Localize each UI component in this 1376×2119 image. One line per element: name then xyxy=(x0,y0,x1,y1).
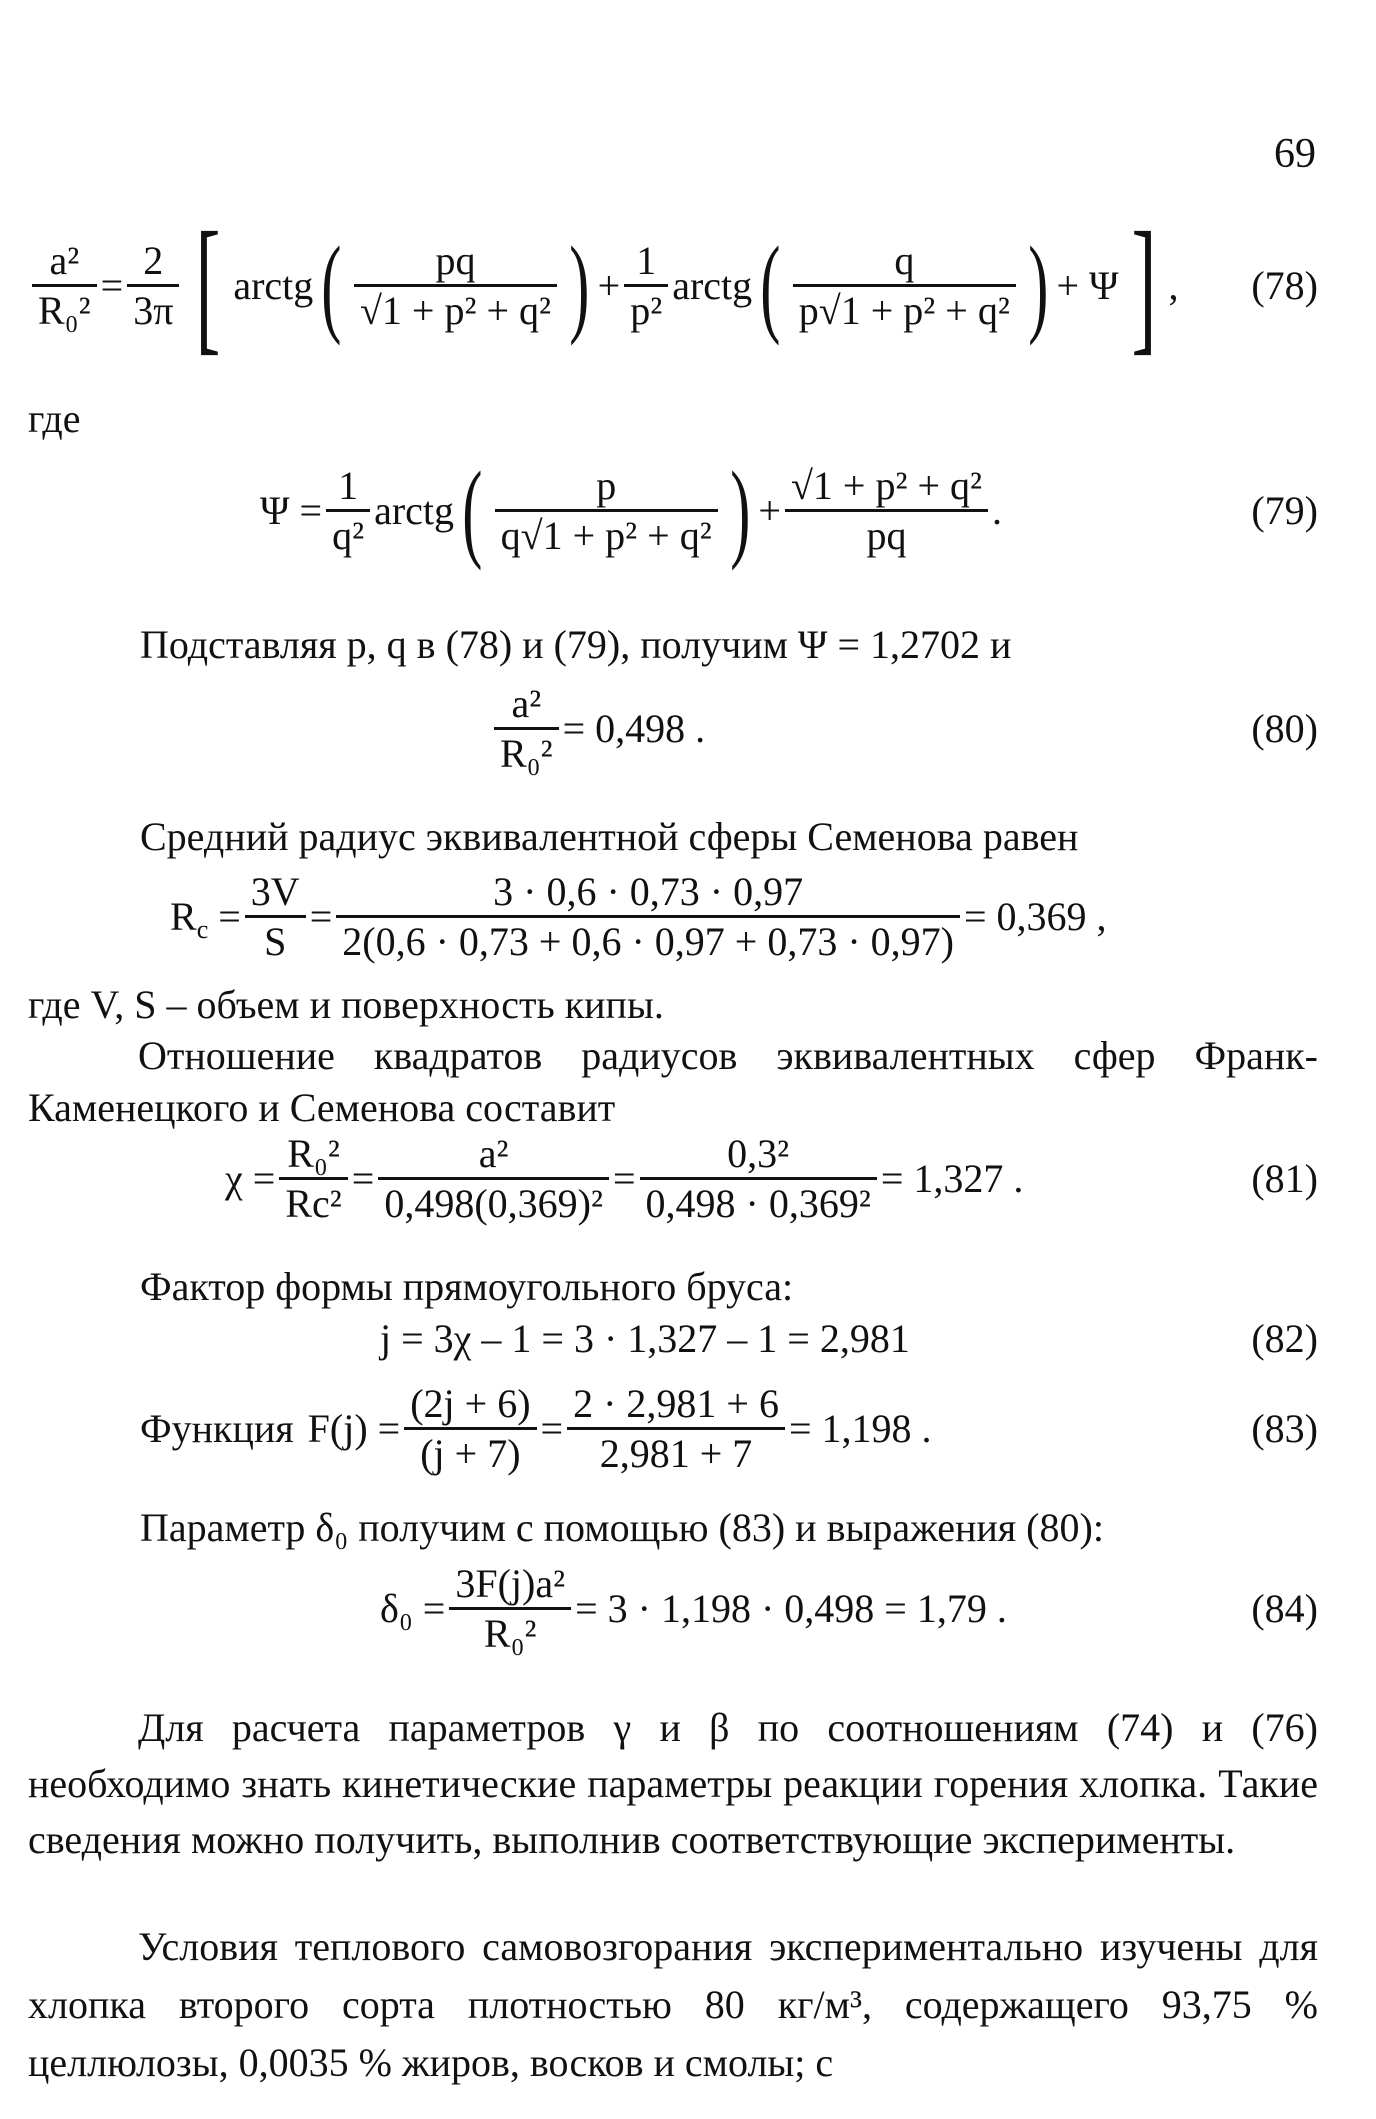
equation-number-78: (78) xyxy=(1251,262,1318,308)
eq80-denominator: R₀² xyxy=(500,731,553,776)
arctg-label: arctg xyxy=(672,262,753,308)
eq83-f1-numerator: (2j + 6) xyxy=(404,1380,536,1430)
eq79-coef-fraction xyxy=(326,462,370,559)
rc-f1-denominator: S xyxy=(264,919,287,964)
eq81-fraction-3 xyxy=(640,1130,877,1227)
eq79-term-numerator: p xyxy=(495,462,718,512)
equals-sign: = xyxy=(612,1156,636,1201)
eq83-fraction-2 xyxy=(567,1380,785,1477)
equation-82 xyxy=(380,1315,1318,1362)
eq78-psi-term: + Ψ xyxy=(1056,262,1119,308)
rc-fraction-1 xyxy=(245,868,306,965)
eq81-f1-numerator: R₀² xyxy=(279,1130,347,1180)
equation-number-81: (81) xyxy=(1251,1156,1318,1201)
equation-81 xyxy=(225,1130,1318,1227)
eq78-term1-fraction xyxy=(354,237,557,334)
arctg-label: arctg xyxy=(233,262,314,308)
eq78-coef-numerator: 2 xyxy=(127,237,179,287)
eq84-fraction xyxy=(449,1560,571,1657)
eq78-lhs-fraction xyxy=(32,237,97,334)
equation-79 xyxy=(260,449,1318,571)
right-paren: ) xyxy=(569,224,590,346)
eq80-fraction xyxy=(494,680,559,777)
equation-rc xyxy=(170,868,1318,965)
rc-f2-denominator: 2(0,6 · 0,73 + 0,6 · 0,97 + 0,73 · 0,97) xyxy=(342,919,954,964)
eq78-term1-numerator: pq xyxy=(354,237,557,287)
eq83-f1-denominator: (j + 7) xyxy=(420,1431,521,1476)
eq83-rhs: = 1,198 . xyxy=(788,1406,932,1451)
equation-number-79: (79) xyxy=(1251,487,1318,533)
eq84-denominator: R₀² xyxy=(483,1611,537,1656)
equation-number-83: (83) xyxy=(1251,1406,1318,1451)
equation-84 xyxy=(380,1560,1318,1657)
eq79-term-fraction xyxy=(495,462,718,559)
eq79-coef-numerator: 1 xyxy=(326,462,370,512)
equation-number-82: (82) xyxy=(1251,1316,1318,1361)
equation-83 xyxy=(140,1380,1318,1477)
eq84-numerator: 3F(j)a² xyxy=(449,1560,571,1610)
eq79-lhs: Ψ = xyxy=(260,487,323,533)
equation-78 xyxy=(28,202,1318,368)
eq79-root-denominator: pq xyxy=(866,512,907,558)
eq81-fraction-2 xyxy=(378,1130,609,1227)
eq83-lhs: F(j) = xyxy=(307,1406,401,1451)
left-paren: ( xyxy=(760,224,781,346)
eq79-term-denominator: q√1 + p² + q² xyxy=(500,512,712,558)
eq83-f2-denominator: 2,981 + 7 xyxy=(599,1431,753,1476)
eq81-f2-denominator: 0,498(0,369)² xyxy=(384,1181,603,1226)
eq79-coef-denominator: q² xyxy=(332,512,365,558)
rc-lhs xyxy=(170,893,209,944)
equals-sign: = xyxy=(208,894,241,939)
left-paren: ( xyxy=(462,449,483,571)
eq81-fraction-1 xyxy=(279,1130,347,1227)
left-paren: ( xyxy=(321,224,342,346)
equals-sign: = xyxy=(351,1156,375,1201)
text-ratio: Отношение квадратов радиусов эквивалентных сфер Франк-Каменецкого и Семенова составит xyxy=(28,1033,1318,1130)
eq81-lhs: χ = xyxy=(225,1156,276,1201)
rc-subscript: c xyxy=(196,915,209,944)
equals-sign: = xyxy=(540,1406,564,1451)
arctg-label: arctg xyxy=(374,487,455,533)
text-parameter: Параметр δ₀ получим с помощью (83) и выражения (80): xyxy=(140,1505,1104,1550)
rc-fraction-2 xyxy=(336,868,960,965)
rc-f2-numerator: 3 · 0,6 · 0,73 · 0,97 xyxy=(336,868,960,918)
eq78-term2-fraction xyxy=(793,237,1016,334)
equals-sign: = xyxy=(309,894,333,939)
eq78-coef2-denominator: p² xyxy=(630,287,663,333)
text-where-vs: где V, S – объем и поверхность кипы. xyxy=(28,982,664,1027)
eq79-root-numerator: √1 + p² + q² xyxy=(785,462,988,512)
eq80-numerator: a² xyxy=(494,680,559,730)
equation-number-84: (84) xyxy=(1251,1586,1318,1631)
eq78-term2-numerator: q xyxy=(793,237,1016,287)
eq78-term1-denominator: √1 + p² + q² xyxy=(359,287,551,333)
eq81-f3-numerator: 0,3² xyxy=(640,1130,877,1180)
text-form-factor: Фактор формы прямоугольного бруса: xyxy=(140,1264,794,1309)
eq80-rhs: = 0,498 . xyxy=(562,706,706,751)
right-paren: ) xyxy=(1028,224,1049,346)
paragraph-calculation: Для расчета параметров γ и β по соотношениям (74) и (76) необходимо знать кинетические параметры реакции горения хлопка. Такие сведения можно получить, выполнив соответствующие эксперименты. xyxy=(28,1705,1318,1862)
comma: , xyxy=(1168,262,1179,308)
eq81-f3-denominator: 0,498 · 0,369² xyxy=(645,1181,871,1226)
equation-80 xyxy=(490,680,1318,777)
plus-sign: + xyxy=(597,262,621,308)
right-paren: ) xyxy=(729,449,751,571)
text-mean-radius: Средний радиус эквивалентной сферы Семенова равен xyxy=(140,814,1079,859)
equation-number-80: (80) xyxy=(1251,706,1318,751)
eq84-lhs: δ₀ = xyxy=(380,1586,446,1631)
eq84-rhs: = 3 · 1,198 · 0,498 = 1,79 . xyxy=(575,1586,1007,1631)
eq78-term2-denominator: p√1 + p² + q² xyxy=(798,287,1010,333)
eq78-lhs-denominator: R₀² xyxy=(38,287,91,333)
eq78-coef-denominator: 3π xyxy=(133,287,174,333)
page-number: 69 xyxy=(1274,131,1316,177)
rc-f1-numerator: 3V xyxy=(245,868,306,918)
eq78-coef2-fraction xyxy=(624,237,668,334)
eq81-f1-denominator: Rc² xyxy=(285,1181,342,1226)
plus-sign: + xyxy=(758,487,781,533)
right-bracket: ] xyxy=(1131,202,1157,368)
eq81-f2-numerator: a² xyxy=(378,1130,609,1180)
equals-sign: = xyxy=(100,262,124,308)
eq78-lhs-numerator: a² xyxy=(32,237,97,287)
where-label: где xyxy=(28,396,81,441)
left-bracket: [ xyxy=(195,202,221,368)
rc-rhs: = 0,369 , xyxy=(963,894,1107,939)
paragraph-conditions: Условия теплового самовозгорания экспериментально изучены для хлопка второго сорта плотностью 80 кг/м³, содержащего 93,75 % целлюлозы, 0,0035 % жиров, восков и смолы; с xyxy=(28,1924,1318,2085)
text-substitution: Подставляя p, q в (78) и (79), получим Ψ = 1,2702 и xyxy=(140,622,1012,667)
eq78-coef2-numerator: 1 xyxy=(624,237,668,287)
eq79-root-fraction xyxy=(785,462,988,559)
eq78-coef-fraction xyxy=(127,237,179,334)
eq83-word: Функция xyxy=(140,1406,294,1451)
period: . xyxy=(992,487,1002,533)
rc-symbol: R xyxy=(170,894,197,939)
eq83-fraction-1 xyxy=(404,1380,536,1477)
eq83-f2-numerator: 2 · 2,981 + 6 xyxy=(567,1380,785,1430)
eq82-expression: j = 3χ – 1 = 3 · 1,327 – 1 = 2,981 xyxy=(380,1316,910,1361)
eq81-rhs: = 1,327 . xyxy=(880,1156,1024,1201)
